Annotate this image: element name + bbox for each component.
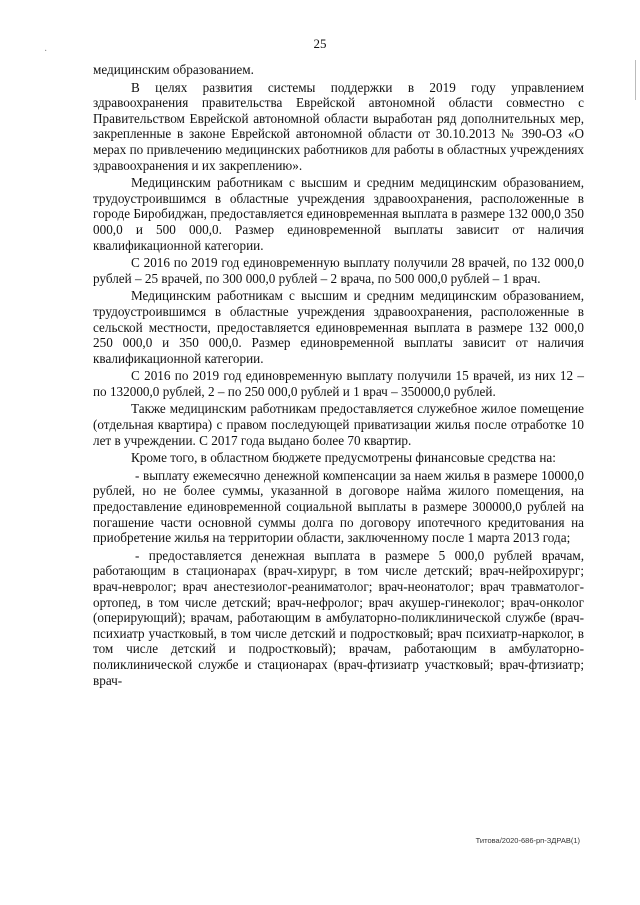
list-item-payment: - предоставляется денежная выплата в размере 5 000,0 рублей врачам, работающим в стационарах (врач-хирург, в том числе детский; врач-нейрохирург; врач-невролог; врач анестезиолог-реаниматолог; врач-неонатолог; врач травматолог-ортопед, в том числе детский; врач-нефролог; врач акушер-гинеколог; врач-онколог (оперирующий); врачам, работающим в амбулаторно-поликлинической службе (врач-психиатр участковый, в том числе детский и подростковый; врач психиатр-нарколог, в том числе детский и подростковый); врачам, работающим в амбулаторно-поликлинической службе и стационарах (врач-фтизиатр участковый; врач-фтизиатр; врач- — [93, 547, 584, 688]
paragraph-7: Также медицинским работникам предоставляется служебное жилое помещение (отдельная квартира) с правом последующей приватизации жилья после отработке 10 лет в учреждении. С 2017 года выдано более 70 квартир. — [93, 401, 584, 448]
paragraph-1: медицинским образованием. — [93, 62, 254, 77]
paragraph-5: Медицинским работникам с высшим и средним медицинским образованием, трудоустроившимся в областные учреждения здравоохранения, расположенные в сельской местности, предоставляется единовременная выплата в размере 132 000,0 250 000,0 и 350 000,0. Размер единовременной выплаты зависит от наличия квалификационной категории. — [93, 288, 584, 366]
scan-edge-line — [635, 60, 636, 100]
list-item-housing: - выплату ежемесячно денежной компенсации за наем жилья в размере 10000,0 рублей, но не более суммы, указанной в договоре найма жилого помещения, на предоставление единовременной социальной выплаты в размере 300000,0 рублей на погашение части основной суммы долга по договору ипотечного кредитования на приобретение жилья на территории области, заключенному после 1 марта 2013 года; — [93, 467, 584, 546]
paragraph-2: В целях развития системы поддержки в 2019 году управлением здравоохранения правительства Еврейской автономной области совместно с Правительством Еврейской автономной области выработан ряд дополнительных мер, закрепленные в законе Еврейской автономной области от 30.10.2013 № 390-ОЗ «О мерах по привлечению медицинских работников для работы в областных учреждениях здравоохранения и их закреплению». — [93, 79, 584, 173]
paragraph-8: Кроме того, в областном бюджете предусмотрены финансовые средства на: — [131, 450, 556, 466]
footer-file-reference: Титова/2020-686-рп-ЗДРАВ(1) — [475, 836, 580, 845]
body-text — [93, 62, 584, 690]
paragraph-3: Медицинским работникам с высшим и средним медицинским образованием, трудоустроившимся в областные учреждения здравоохранения, расположенные в городе Биробиджан, предоставляется единовременная выплата в размере 132 000,0 350 000,0 и 500 000,0. Размер единовременной выплаты зависит от наличия квалификационной категории. — [93, 175, 584, 253]
paragraph-4: С 2016 по 2019 год единовременную выплату получили 28 врачей, по 132 000,0 рублей – 25 врачей, по 300 000,0 рублей – 2 врача, по 500 000,0 рублей – 1 врач. — [93, 255, 584, 286]
page-number: 25 — [313, 36, 327, 51]
margin-mark: · — [44, 46, 48, 57]
paragraph-6: С 2016 по 2019 год единовременную выплату получили 15 врачей, из них 12 – по 132000,0 рублей, 2 – по 250 000,0 рублей и 1 врач – 350000,0 рублей. — [93, 368, 584, 399]
